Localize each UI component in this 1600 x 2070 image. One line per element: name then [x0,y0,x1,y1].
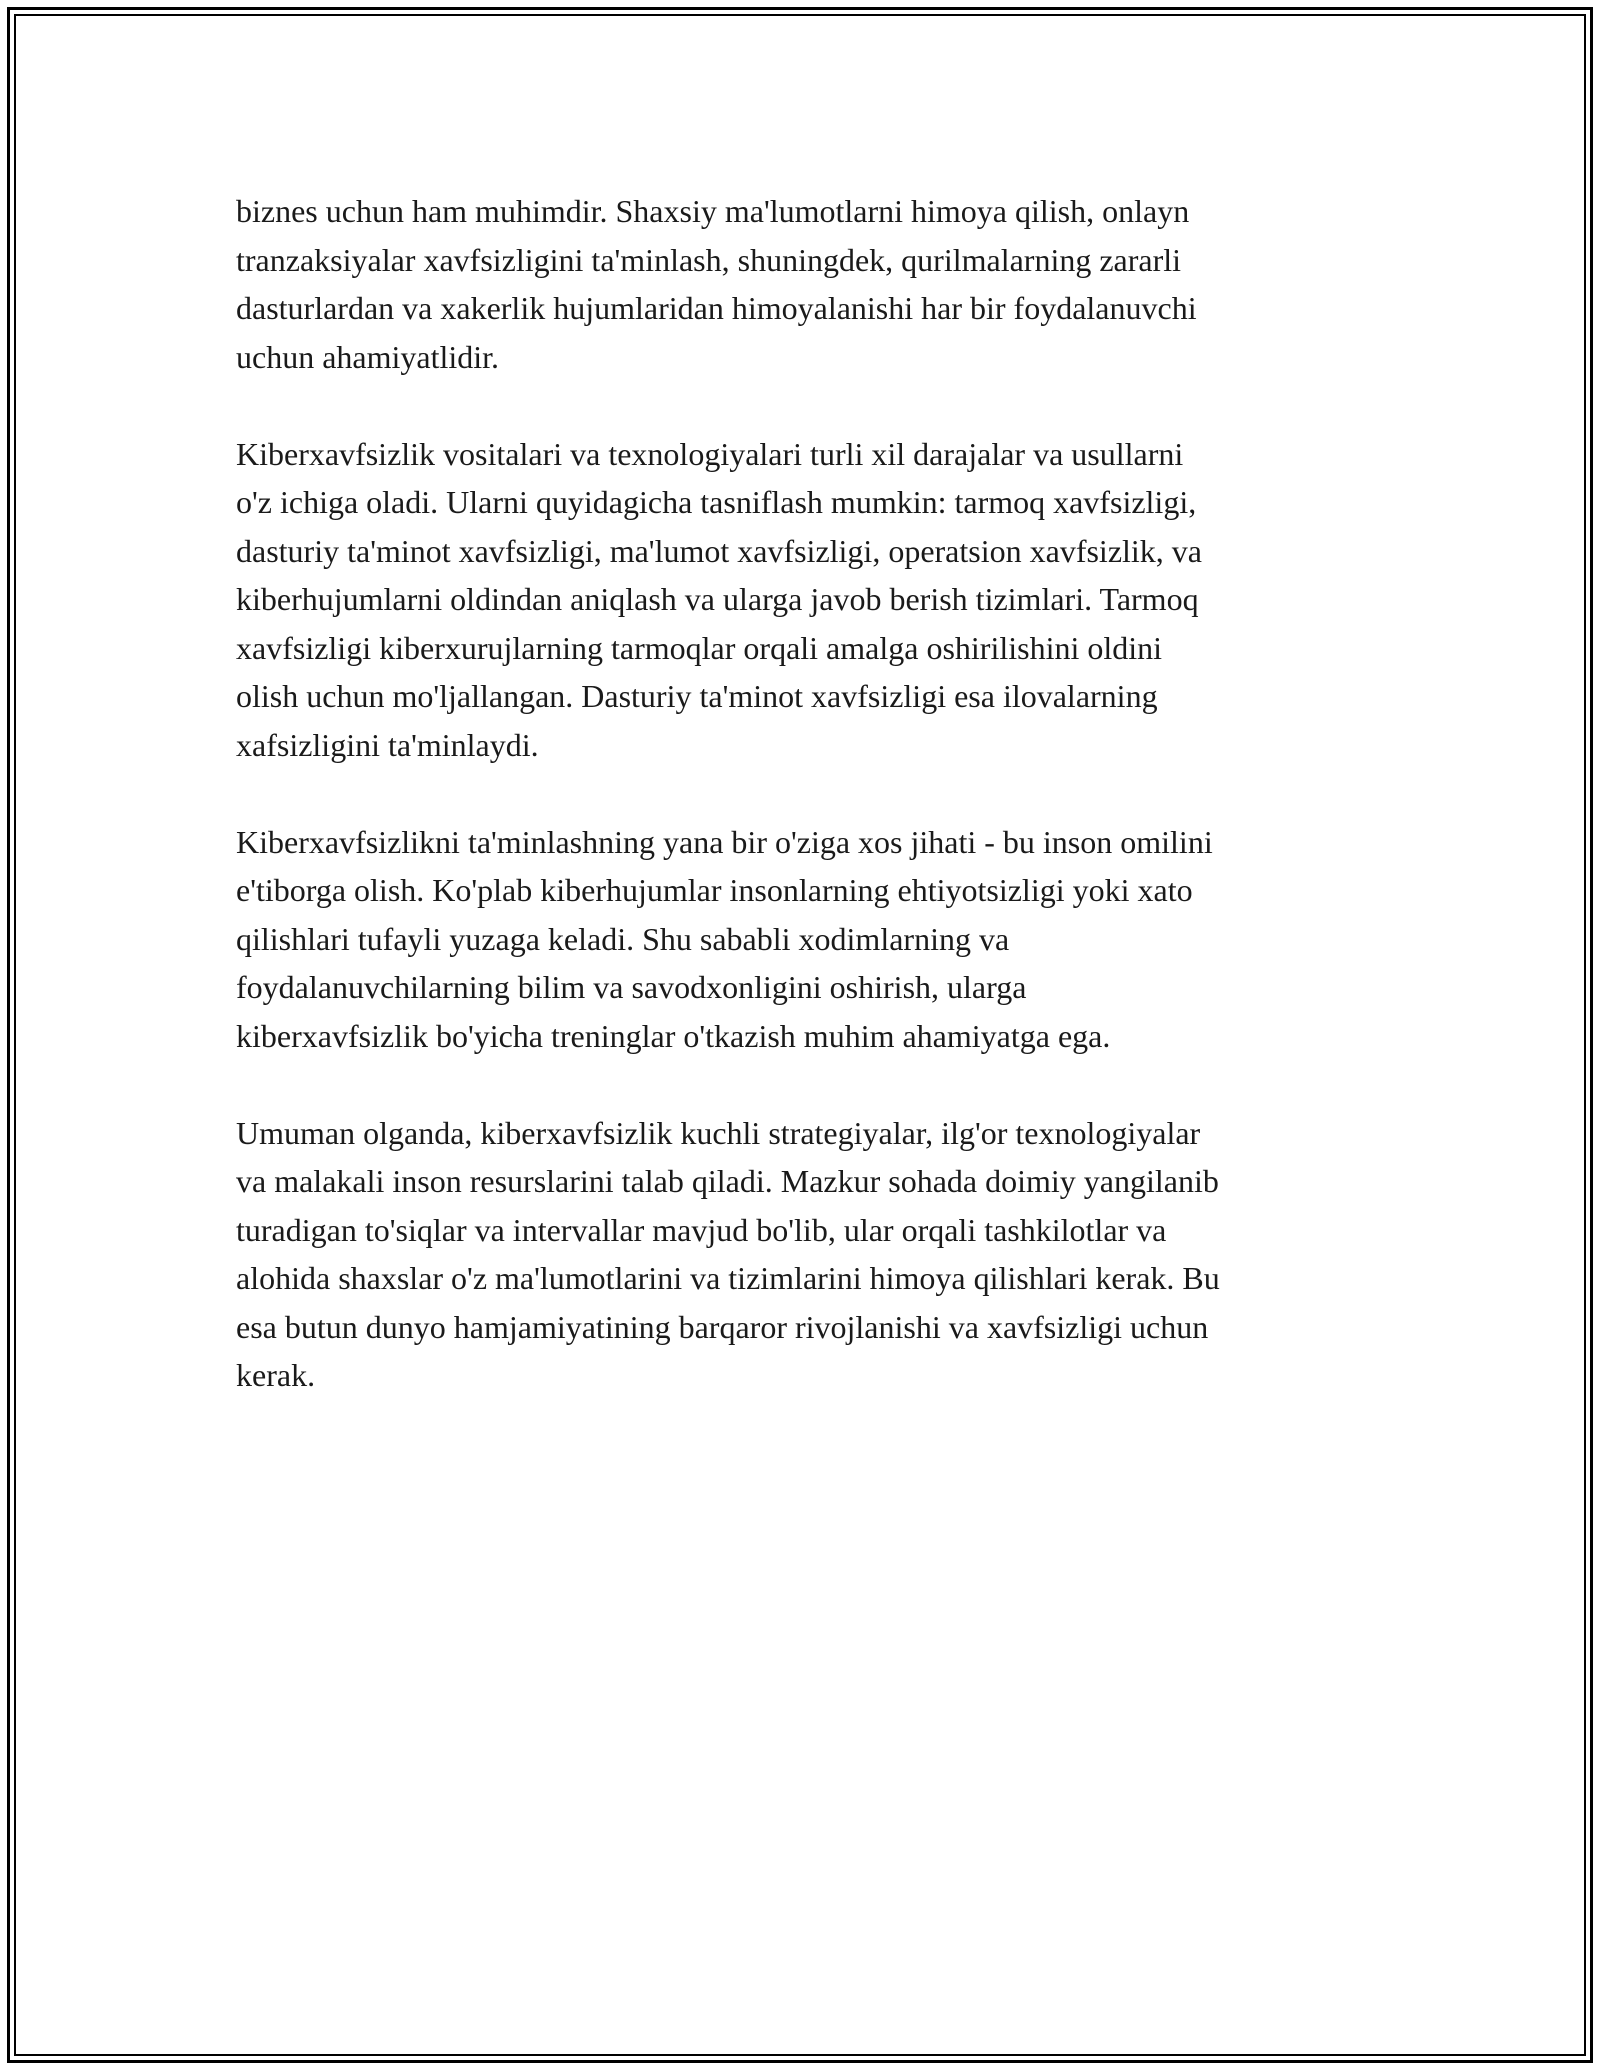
text-line: kiberhujumlarni oldindan aniqlash va ularga javob berish tizimlari. Tarmoq [236,581,1199,617]
paragraph-2 [236,430,1376,770]
text-line: e'tiborga olish. Ko'plab kiberhujumlar insonlarning ehtiyotsizligi yoki xato [236,872,1193,908]
text-line: turadigan to'siqlar va intervallar mavjud bo'lib, ular orqali tashkilotlar va [236,1211,1167,1248]
text-line: olish uchun mo'ljallangan. Dasturiy ta'minot xavfsizligi esa ilovalarning [236,678,1158,714]
text-line: Kiberxavfsizlik vositalari va texnologiyalari turli xil darajalar va usullarni [236,435,1184,472]
text-line: alohida shaxslar o'z ma'lumotlarini va tizimlarini himoya qilishlari kerak. Bu [236,1260,1220,1296]
text-line: xavfsizligi kiberxurujlarning tarmoqlar orqali amalga oshirilishini oldini [236,629,1163,666]
text-line: uchun ahamiyatlidir. [236,338,500,375]
text-line: Umuman olganda, kiberxavfsizlik kuchli strategiyalar, ilg'or texnologiyalar [236,1114,1201,1151]
text-line: foydalanuvchilarning bilim va savodxonligini oshirish, ularga [236,969,1027,1005]
text-line: qilishlari tufayli yuzaga keladi. Shu sababli xodimlarning va [236,920,1010,957]
text-line: kerak. [236,1357,316,1393]
text-line: dasturiy ta'minot xavfsizligi, ma'lumot xavfsizligi, operatsion xavfsizlik, va [236,532,1202,569]
text-line: biznes uchun ham muhimdir. Shaxsiy ma'lumotlarni himoya qilish, onlayn [236,193,1190,229]
paragraph-1 [236,187,1376,381]
text-line: tranzaksiyalar xavfsizligini ta'minlash, shuningdek, qurilmalarning zararli [236,241,1182,278]
text-line: kiberxavfsizlik bo'yicha treninglar o'tkazish muhim ahamiyatga ega. [236,1017,1111,1054]
text-line: xafsizligini ta'minlaydi. [236,726,539,763]
text-line: esa butun dunyo hamjamiyatining barqaror rivojlanishi va xavfsizligi uchun [236,1308,1209,1345]
text-line: va malakali inson resurslarini talab qiladi. Mazkur sohada doimiy yangilanib [236,1163,1219,1199]
paragraph-4 [236,1109,1376,1400]
document-body [236,187,1376,1448]
text-line: o'z ichiga oladi. Ularni quyidagicha tasniflash mumkin: tarmoq xavfsizligi, [236,484,1197,520]
text-line: Kiberxavfsizlikni ta'minlashning yana bir o'ziga xos jihati - bu inson omilini [236,823,1213,860]
paragraph-3 [236,818,1376,1061]
text-line: dasturlardan va xakerlik hujumlaridan himoyalanishi har bir foydalanuvchi [236,290,1197,326]
